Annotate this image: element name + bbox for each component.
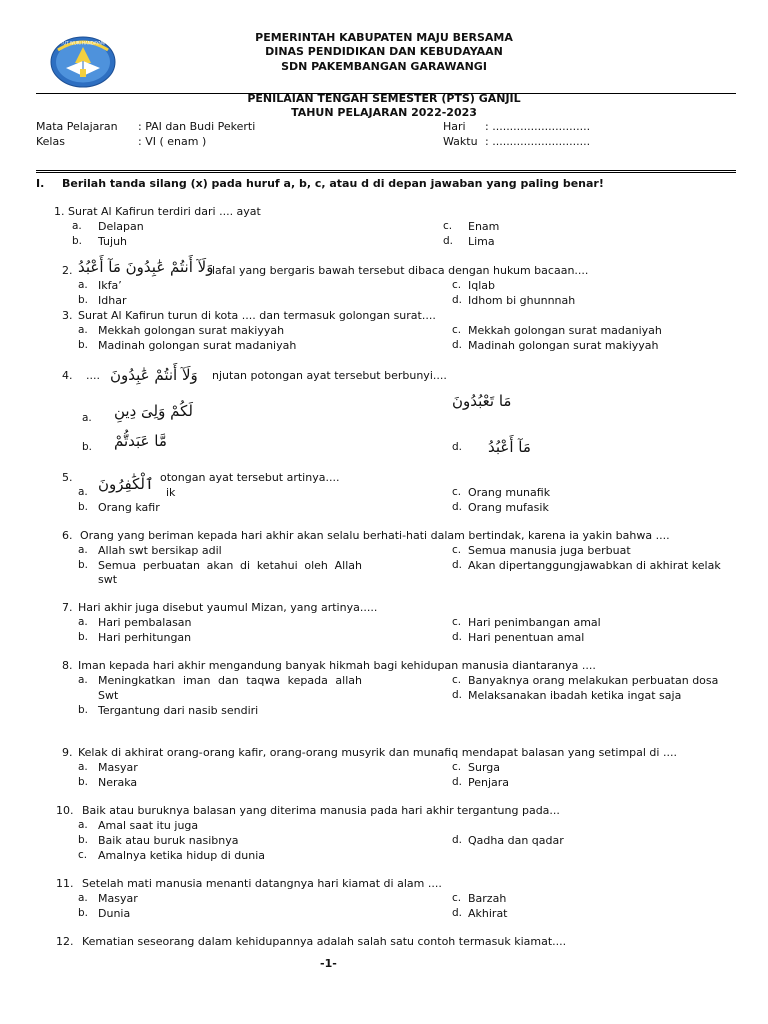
option-text: Iqlab: [468, 279, 496, 292]
question-text: Hari akhir juga disebut yaumul Mizan, yang artinya.....: [78, 601, 378, 614]
question-text: Baik atau buruknya balasan yang diterima manusia pada hari akhir tergantung pada...: [82, 804, 560, 817]
option-letter: c.: [452, 324, 462, 336]
question-number: 4.: [62, 369, 73, 382]
option-letter: d.: [452, 834, 463, 846]
option-text: Hari penentuan amal: [468, 631, 585, 644]
option-letter: a.: [78, 279, 88, 291]
option-text: Madinah golongan surat makiyyah: [468, 339, 659, 352]
option-text: Surga: [468, 761, 501, 774]
question-text: Kelak di akhirat orang-orang kafir, orang-orang musyrik dan munafiq mendapat balasan yang setimpal di ....: [78, 746, 677, 759]
option-text-continued: swt: [98, 573, 118, 586]
option-text: Orang munafik: [468, 486, 551, 499]
class-value: : VI ( enam ): [138, 135, 207, 148]
option-letter: b.: [78, 776, 89, 788]
option-text: Hari perhitungan: [98, 631, 192, 644]
option-letter: c.: [452, 486, 462, 498]
option-letter: b.: [78, 294, 89, 306]
option-letter: d.: [452, 501, 463, 513]
option-text: Masyar: [98, 761, 138, 774]
subject-label: Mata Pelajaran: [36, 120, 118, 133]
option-letter: c.: [452, 616, 462, 628]
option-letter: b.: [78, 631, 89, 643]
option-text: Hari pembalasan: [98, 616, 192, 629]
option-text: Enam: [468, 220, 500, 233]
section-instruction: Berilah tanda silang (x) pada huruf a, b, c, atau d di depan jawaban yang paling benar!: [62, 177, 604, 190]
option-text: Hari penimbangan amal: [468, 616, 601, 629]
option-letter: d.: [452, 441, 463, 453]
option-letter: d.: [452, 631, 463, 643]
question-text: njutan potongan ayat tersebut berbunyi....: [212, 369, 447, 382]
option-text-continued: Swt: [98, 689, 119, 702]
option-letter: c.: [452, 761, 462, 773]
option-letter: d.: [452, 339, 463, 351]
option-letter: a.: [78, 616, 88, 628]
question-text: Orang yang beriman kepada hari akhir akan selalu berhati-hati dalam bertindak, karena ia yakin bahwa ....: [80, 529, 670, 542]
question-text: Setelah mati manusia menanti datangnya hari kiamat di alam ....: [82, 877, 442, 890]
option-letter: a.: [78, 892, 88, 904]
option-text: Mekkah golongan surat madaniyah: [468, 324, 662, 337]
logo-lettering: TUT WURI HANDAYANI: [60, 40, 106, 46]
option-text: Amal saat itu juga: [98, 819, 199, 832]
question-text: otongan ayat tersebut artinya....: [160, 471, 340, 484]
option-letter: b.: [78, 907, 89, 919]
option-letter: c.: [452, 279, 462, 291]
option-text: ik: [166, 486, 176, 499]
question-number: 11.: [56, 877, 74, 890]
option-text: Tujuh: [98, 235, 128, 248]
option-letter: d.: [443, 235, 454, 247]
meta-rule: [36, 170, 736, 171]
option-text: Penjara: [468, 776, 510, 789]
option-letter: d.: [452, 689, 463, 701]
class-label: Kelas: [36, 135, 65, 148]
option-text: Banyaknya orang melakukan perbuatan dosa: [468, 674, 719, 687]
time-label: Waktu: [443, 135, 478, 148]
option-text: Semua manusia juga berbuat: [468, 544, 631, 557]
option-letter: c.: [452, 892, 462, 904]
option-text: Akan dipertanggungjawabkan di akhirat kelak: [468, 559, 721, 572]
question-number: 3.: [62, 309, 73, 322]
option-letter: d.: [452, 294, 463, 306]
option-text: Mekkah golongan surat makiyyah: [98, 324, 285, 337]
question-text: Kematian seseorang dalam kehidupannya adalah salah satu contoh termasuk kiamat....: [82, 935, 567, 948]
arabic-verse: وَلَآ أَنتُمْ عَٰبِدُونَ: [110, 366, 198, 384]
option-letter: c.: [443, 220, 453, 232]
arabic-verse: وَلَآ أَنتُمْ عَٰبِدُونَ مَآ أَعْبُدُ: [78, 258, 214, 276]
option-letter: a.: [82, 412, 92, 424]
question-prefix: ....: [86, 369, 100, 382]
time-value: : ............................: [485, 135, 591, 148]
option-text: Allah swt bersikap adil: [98, 544, 222, 557]
option-letter: a.: [78, 486, 88, 498]
option-text: Idhar: [98, 294, 127, 307]
section-number: I.: [36, 177, 45, 190]
option-letter: d.: [452, 907, 463, 919]
option-arabic: مَا تَعْبُدُونَ: [452, 392, 512, 410]
option-text: Lima: [468, 235, 495, 248]
question-number: 5.: [62, 471, 73, 484]
option-letter: a.: [78, 324, 88, 336]
option-letter: a.: [78, 819, 88, 831]
subject-value: : PAI dan Budi Pekerti: [138, 120, 256, 133]
department-name: DINAS PENDIDIKAN DAN KEBUDAYAAN: [265, 45, 503, 58]
option-letter: a.: [78, 674, 88, 686]
option-text: Masyar: [98, 892, 138, 905]
option-letter: d.: [452, 559, 463, 571]
page-number: -1-: [320, 957, 337, 970]
option-text: Baik atau buruk nasibnya: [98, 834, 239, 847]
question-number: 10.: [56, 804, 74, 817]
question-number: 12.: [56, 935, 74, 948]
option-arabic: مَآ أَعْبُدُ: [488, 438, 531, 456]
option-arabic: لَكُمْ وَلِىَ دِينِ: [114, 402, 193, 420]
option-text: Meningkatkan iman dan taqwa kepada allah: [98, 674, 362, 687]
option-text: Neraka: [98, 776, 138, 789]
option-text: Amalnya ketika hidup di dunia: [98, 849, 266, 862]
option-arabic: مَّا عَبَدتُّمْ: [114, 432, 167, 450]
option-letter: b.: [78, 559, 89, 571]
option-letter: b.: [78, 834, 89, 846]
option-text: Barzah: [468, 892, 507, 905]
option-text: Akhirat: [468, 907, 508, 920]
option-text: Madinah golongan surat madaniyah: [98, 339, 297, 352]
academic-year: TAHUN PELAJARAN 2022-2023: [291, 106, 477, 119]
option-letter: b.: [78, 501, 89, 513]
question-text: lafal yang bergaris bawah tersebut dibaca dengan hukum bacaan....: [212, 264, 589, 277]
question-text: Surat Al Kafirun turun di kota .... dan termasuk golongan surat....: [78, 309, 436, 322]
question-text: Iman kepada hari akhir mengandung banyak hikmah bagi kehidupan manusia diantaranya ....: [78, 659, 596, 672]
option-letter: c.: [78, 849, 88, 861]
option-text: Ikfa’: [98, 279, 122, 292]
question-number: 9.: [62, 746, 73, 759]
option-text: Orang mufasik: [468, 501, 549, 514]
option-letter: b.: [78, 339, 89, 351]
question-number: 6.: [62, 529, 73, 542]
option-letter: d.: [452, 776, 463, 788]
option-letter: a.: [78, 544, 88, 556]
exam-title: PENILAIAN TENGAH SEMESTER (PTS) GANJIL: [247, 92, 521, 105]
day-value: : ............................: [485, 120, 591, 133]
option-letter: b.: [82, 441, 93, 453]
option-letter: c.: [452, 674, 462, 686]
question-number: 7.: [62, 601, 73, 614]
question-number: 8.: [62, 659, 73, 672]
option-letter: a.: [78, 761, 88, 773]
option-text: Tergantung dari nasib sendiri: [98, 704, 259, 717]
option-letter: b.: [78, 704, 89, 716]
arabic-verse: ٱلْكَٰفِرُونَ: [98, 475, 154, 493]
government-name: PEMERINTAH KABUPATEN MAJU BERSAMA: [255, 31, 513, 44]
option-letter: c.: [452, 544, 462, 556]
question-number: 2.: [62, 264, 73, 277]
option-letter: a.: [72, 220, 82, 232]
option-text: Delapan: [98, 220, 144, 233]
option-letter: b.: [72, 235, 83, 247]
option-text: Dunia: [98, 907, 131, 920]
question-number: 1.: [54, 205, 65, 218]
option-text: Melaksanakan ibadah ketika ingat saja: [468, 689, 682, 702]
option-text: Qadha dan qadar: [468, 834, 564, 847]
question-text: Surat Al Kafirun terdiri dari .... ayat: [68, 205, 261, 218]
option-text: Semua perbuatan akan di ketahui oleh Allah: [98, 559, 362, 572]
school-name: SDN PAKEMBANGAN GARAWANGI: [281, 60, 487, 73]
option-text: Orang kafir: [98, 501, 160, 514]
meta-rule-second: [36, 172, 736, 173]
day-label: Hari: [443, 120, 466, 133]
option-text: Idhom bi ghunnnah: [468, 294, 576, 307]
